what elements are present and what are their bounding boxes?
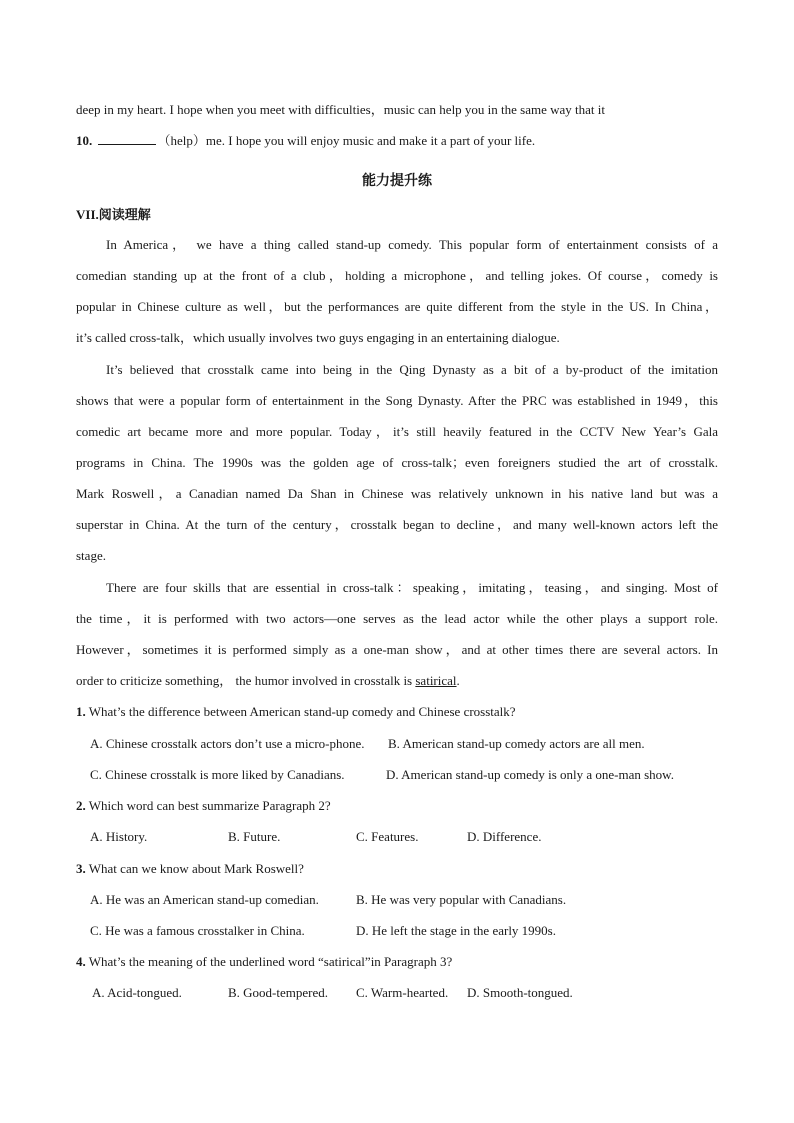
option-a[interactable]: A. Chinese crosstalk actors don’t use a micro-phone. — [90, 736, 365, 751]
passage-line: it’s called cross-talk，which usually involves two guys engaging in an entertaining dialogue. — [76, 330, 560, 345]
option-a[interactable]: A. History. — [90, 829, 148, 844]
passage-line: comedian standing up at the front of a club，holding a microphone，and telling jokes. Of course，comedy is — [76, 268, 718, 283]
passage-line: superstar in China. At the turn of the century，crosstalk began to decline，and many well-known actors left the — [76, 517, 718, 532]
question-number: 4. — [76, 954, 86, 969]
passage-line: programs in China. The 1990s was the golden age of cross-talk；even foreigners studied the art of crosstalk. — [76, 455, 718, 470]
option-b[interactable]: B. Future. — [228, 829, 281, 844]
passage-line: There are four skills that are essential in cross-talk：speaking，imitating，teasing，and singing. Most of — [106, 580, 718, 595]
passage-text: . — [456, 673, 460, 688]
question-text: What’s the meaning of the underlined word “satirical”in Paragraph 3? — [88, 954, 453, 969]
question-number: 1. — [76, 704, 86, 719]
option-c[interactable]: C. Features. — [356, 829, 419, 844]
passage-text: order to criticize something， the humor involved in crosstalk is — [76, 673, 416, 688]
question-1 — [76, 704, 516, 720]
question-text: Which word can best summarize Paragraph 2? — [88, 798, 331, 813]
underlined-word: satirical — [415, 673, 457, 688]
passage-line: stage. — [76, 548, 106, 563]
passage-line: the time，it is performed with two actors—one serves as the lead actor while the other plays a support role. — [76, 611, 718, 626]
question-3 — [76, 861, 304, 877]
question-2 — [76, 798, 331, 814]
question-4 — [76, 954, 452, 970]
option-a[interactable]: A. He was an American stand-up comedian. — [90, 892, 319, 907]
option-d[interactable]: D. Smooth-tongued. — [467, 985, 573, 1000]
option-c[interactable]: C. Chinese crosstalk is more liked by Canadians. — [90, 767, 345, 782]
passage-line: popular in Chinese culture as well，but the performances are quite different from the style in the US. In China， — [76, 299, 718, 314]
option-a[interactable]: A. Acid-tongued. — [92, 985, 182, 1000]
question-text: What can we know about Mark Roswell? — [88, 861, 304, 876]
section-title: VII.阅读理解 — [76, 207, 151, 222]
question-number: 10. — [76, 133, 93, 148]
option-b[interactable]: B. Good-tempered. — [228, 985, 329, 1000]
passage-line: However，sometimes it is performed simply as a one-man show，and at other times there are several actors. In — [76, 642, 718, 657]
answer-blank[interactable] — [98, 133, 156, 145]
question-number: 3. — [76, 861, 86, 876]
question-number: 2. — [76, 798, 86, 813]
section-heading: 能力提升练 — [362, 173, 432, 189]
passage-line: In America， we have a thing called stand-up comedy. This popular form of entertainment consists of a — [106, 237, 718, 252]
option-c[interactable]: C. He was a famous crosstalker in China. — [90, 923, 305, 938]
option-d[interactable]: D. American stand-up comedy is only a one-man show. — [386, 767, 674, 782]
option-c[interactable]: C. Warm-hearted. — [356, 985, 449, 1000]
option-d[interactable]: D. He left the stage in the early 1990s. — [356, 923, 556, 938]
passage-line: comedic art became more and more popular. Today，it’s still heavily featured in the CCTV New Year’s Gala — [76, 424, 718, 439]
text-line: deep in my heart. I hope when you meet with difficulties，music can help you in the same way that it — [76, 102, 606, 117]
option-d[interactable]: D. Difference. — [467, 829, 542, 844]
question-text: What’s the difference between American stand-up comedy and Chinese crosstalk? — [88, 704, 516, 719]
passage-line-last — [76, 673, 460, 689]
option-b[interactable]: B. American stand-up comedy actors are all men. — [388, 736, 645, 751]
question-text: （help）me. I hope you will enjoy music and make it a part of your life. — [157, 133, 536, 148]
passage-line: shows that were a popular form of entertainment in the Song Dynasty. After the PRC was established in 1949，this — [76, 393, 718, 408]
option-b[interactable]: B. He was very popular with Canadians. — [356, 892, 567, 907]
passage-line: Mark Roswell，a Canadian named Da Shan in Chinese was relatively unknown in his native land but was a — [76, 486, 718, 501]
passage-line: It’s believed that crosstalk came into being in the Qing Dynasty as a bit of a by-product of the imitation — [106, 362, 718, 377]
fill-in-question-10 — [76, 133, 535, 149]
